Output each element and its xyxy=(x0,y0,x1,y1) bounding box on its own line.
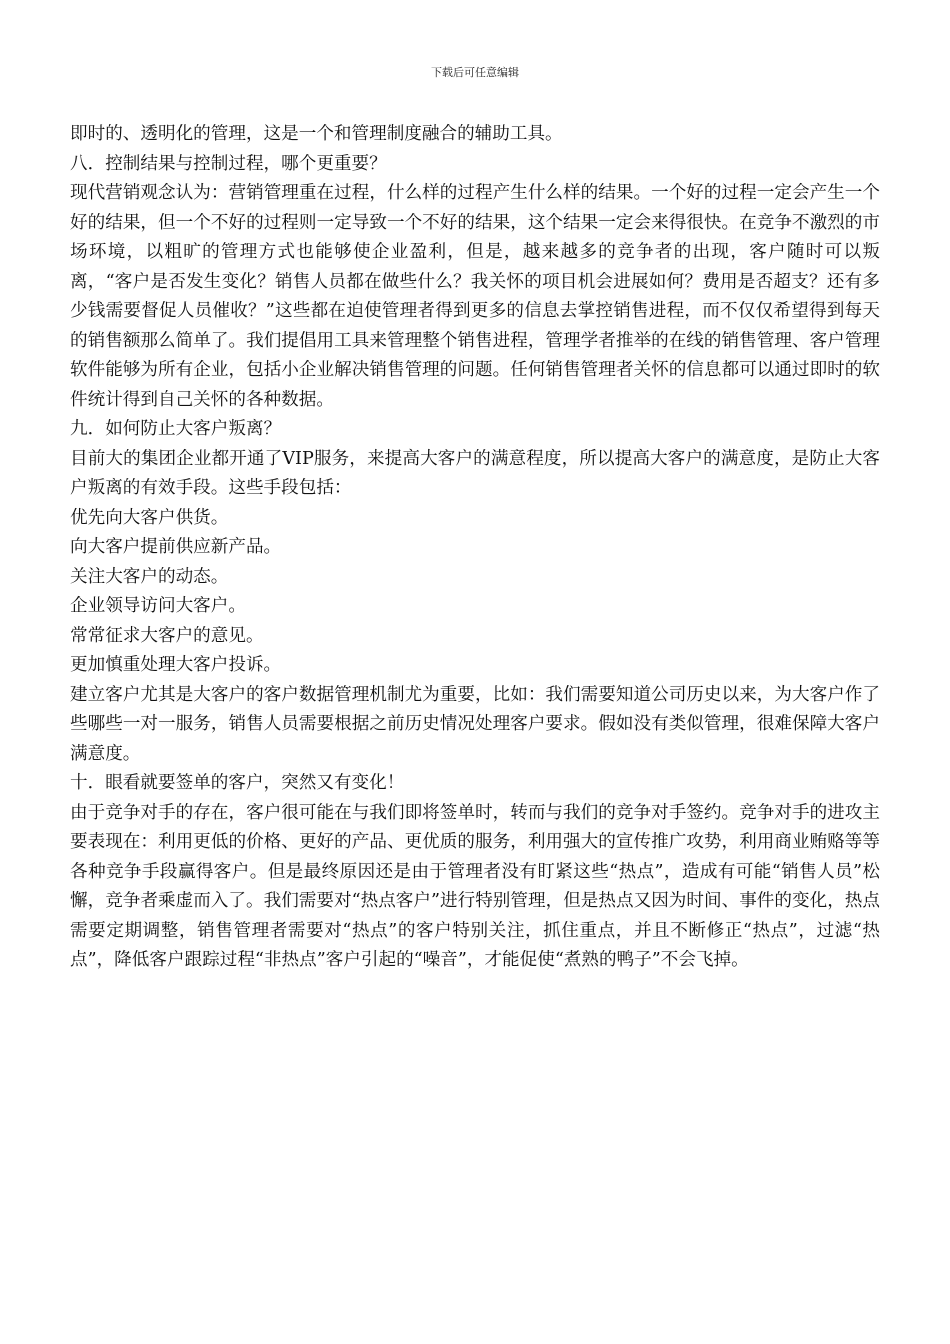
page-header: 下载后可任意编辑 xyxy=(431,66,519,79)
list-item: 关注大客户的动态。 xyxy=(70,566,229,587)
section-heading-10: 十．眼看就要签单的客户，突然又有变化！ xyxy=(70,773,405,793)
list-item: 常常征求大客户的意见。 xyxy=(70,625,264,646)
section-heading-8: 八．控制结果与控制过程，哪个更重要？ xyxy=(70,153,387,174)
list-item: 更加慎重处理大客户投诉。 xyxy=(70,655,282,675)
list-item: 企业领导访问大客户。 xyxy=(70,596,246,616)
document-body xyxy=(70,120,880,976)
list-item: 向大客户提前供应新产品。 xyxy=(70,537,282,557)
paragraph-hot-customers: 由于竞争对手的存在，客户很可能在与我们即将签单时，转而与我们的竞争对手签约。竞争对手的进攻主要表现在：利用更低的价格、更好的产品、更优质的服务，利用强大的宣传推广攻势，利用商业贿赂等等各种竞争手段赢得客户。但是最终原因还是由于管理者没有盯紧这些“热点”，造成有可能“销售人员”松懈，竞争者乘虚而入了。我们需要对“热点客户”进行特别管理，但是热点又因为时间、事件的变化，热点需要定期调整，销售管理者需要对“热点”的客户特别关注，抓住重点，并且不断修正“热点”，过滤“热点”，降低客户跟踪过程“非热点”客户引起的“噪音”，才能促使“煮熟的鸭子”不会飞掉。 xyxy=(70,802,880,970)
paragraph-customer-data: 建立客户尤其是大客户的客户数据管理机制尤为重要，比如：我们需要知道公司历史以来，为大客户作了些哪些一对一服务，销售人员需要根据之前历史情况处理客户要求。假如没有类似管理，很难保障大客户满意度。 xyxy=(70,684,880,764)
list-item: 优先向大客户供货。 xyxy=(70,507,229,528)
section-heading-9: 九．如何防止大客户叛离？ xyxy=(70,419,282,439)
paragraph-continuation: 即时的、透明化的管理，这是一个和管理制度融合的辅助工具。 xyxy=(70,124,563,144)
paragraph-process-control: 现代营销观念认为：营销管理重在过程，什么样的过程产生什么样的结果。一个好的过程一定会产生一个好的结果，但一个不好的过程则一定导致一个不好的结果，这个结果一定会来得很快。在竞争不激烈的市场环境，以粗旷的管理方式也能够使企业盈利，但是，越来越多的竞争者的出现，客户随时可以叛离，“客户是否发生变化？销售人员都在做些什么？我关怀的项目机会进展如何？费用是否超支？还有多少钱需要督促人员催收？”这些都在迫使管理者得到更多的信息去掌控销售进程，而不仅仅希望得到每天的销售额那么简单了。我们提倡用工具来管理整个销售进程，管理学者推举的在线的销售管理、客户管理软件能够为所有企业，包括小企业解决销售管理的问题。任何销售管理者关怀的信息都可以通过即时的软件统计得到自己关怀的各种数据。 xyxy=(70,183,880,410)
paragraph-vip-service: 目前大的集团企业都开通了VIP服务，来提高大客户的满意程度，所以提高大客户的满意度，是防止大客户叛离的有效手段。这些手段包括： xyxy=(70,448,880,498)
